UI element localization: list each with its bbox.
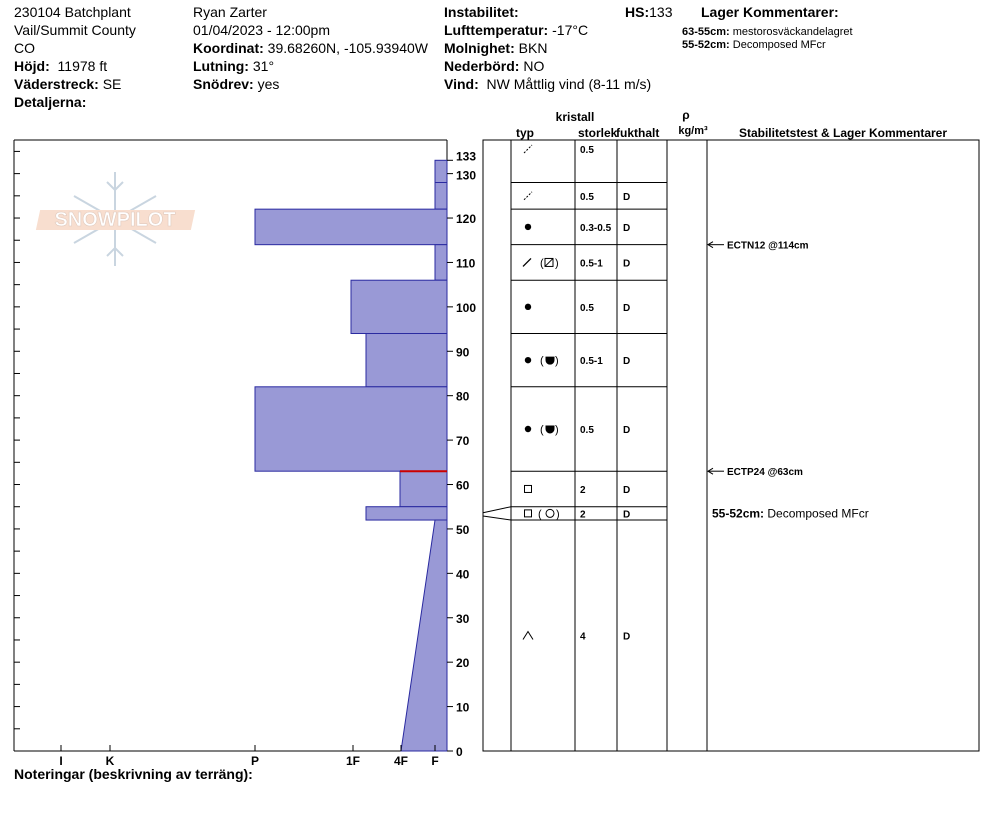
hardness-bar-1 <box>435 183 447 210</box>
drift-value: yes <box>257 76 280 92</box>
height-tick-label-130: 130 <box>456 168 477 183</box>
layer-comment-in-table <box>712 506 869 520</box>
paren-symbol: ) <box>556 508 560 521</box>
layer-moisture-6: D <box>623 424 631 436</box>
paren-symbol: ) <box>555 355 559 368</box>
wind-label: Vind: <box>444 76 479 92</box>
paren-symbol: ( <box>540 355 544 368</box>
hardness-tick-label-F: F <box>431 754 439 768</box>
snowpilot-logo <box>36 172 195 266</box>
layer-size-5: 0.5-1 <box>580 356 603 368</box>
grain-icon-rg <box>525 224 531 230</box>
height-tick-label-30: 30 <box>456 611 470 626</box>
grain-icon-fc <box>525 485 532 492</box>
height-tick-label-90: 90 <box>456 345 470 360</box>
details-label: Detaljerna: <box>14 94 87 110</box>
hardness-bar-6 <box>255 387 447 471</box>
header-rho: ρ <box>682 108 690 122</box>
table-headers <box>516 108 947 140</box>
layer-size-8: 2 <box>580 509 586 521</box>
decomposed-icon <box>523 258 531 266</box>
facet-rounding-slash <box>545 258 553 266</box>
airtemp-value: -17°C <box>552 22 589 38</box>
faceted-round-icon <box>546 357 554 364</box>
hardness-bar-3 <box>435 245 447 281</box>
height-tick-label-60: 60 <box>456 478 470 493</box>
rounded-grain-icon <box>525 304 531 310</box>
layer-size-2: 0.3-0.5 <box>580 222 612 234</box>
slope-label: Lutning: <box>193 58 249 74</box>
elevation-value: 11978 ft <box>57 58 108 74</box>
layer-comment-text: Decomposed MFcr <box>767 506 869 521</box>
header-fukthalt: fukthalt <box>616 126 660 140</box>
height-tick-label-0: 0 <box>456 745 463 759</box>
rounded-grain-icon <box>525 357 531 363</box>
header-kristall: kristall <box>555 110 595 124</box>
height-tick-label-10: 10 <box>456 700 470 715</box>
height-tick-label-50: 50 <box>456 522 470 537</box>
layer-size-0: 0.5 <box>580 145 594 156</box>
hardness-bar-2 <box>255 209 447 245</box>
height-tick-label-133: 133 <box>456 149 477 164</box>
stability-test-label-0: ECTN12 @114cm <box>727 240 809 252</box>
hardness-tick-label-K: K <box>105 754 115 768</box>
layer-moisture-8: D <box>623 509 631 521</box>
header-storlek: storlek <box>578 126 618 140</box>
sky-label: Molnighet: <box>444 40 515 56</box>
layer-table <box>483 140 979 751</box>
layer-comment-1-text: mestorosväckandelagret <box>732 26 853 38</box>
layer-comment-range: 55-52cm: <box>712 506 768 521</box>
boundary-connector-55 <box>483 507 511 513</box>
layer-moisture-7: D <box>623 484 631 496</box>
aspect-label: Väderstreck: <box>14 76 99 92</box>
layer-size-7: 2 <box>580 484 586 496</box>
stability-test-label-1: ECTP24 @63cm <box>727 467 803 479</box>
hardness-tick-label-1F: 1F <box>345 754 361 768</box>
location: Vail/Summit County <box>14 22 136 38</box>
instab-label: Instabilitet: <box>444 4 519 20</box>
paren-symbol: ( <box>538 508 542 521</box>
layer-comment-1-range: 63-55cm: <box>682 26 730 38</box>
aspect-value: SE <box>102 76 122 92</box>
grain-icon-rgrgxf <box>525 355 559 367</box>
layer-size-3: 0.5-1 <box>580 258 603 270</box>
header-typ: typ <box>516 126 534 140</box>
height-tick-label-70: 70 <box>456 434 470 449</box>
hardness-bar-4 <box>351 280 447 333</box>
height-tick-label-120: 120 <box>456 212 477 227</box>
layer-comment-2-text: Decomposed MFcr <box>732 39 826 51</box>
layer-size-4: 0.5 <box>580 302 594 314</box>
header-stab: Stabilitetstest & Lager Kommentarer <box>738 126 948 140</box>
sky-value: BKN <box>518 40 548 56</box>
faceted-round-icon <box>546 426 554 433</box>
layer-size-1: 0.5 <box>580 191 594 203</box>
site-name: 230104 Batchplant <box>14 4 131 20</box>
paren-symbol: ( <box>540 257 544 270</box>
layer-moisture-3: D <box>623 258 631 270</box>
depth-hoar-icon <box>523 632 533 640</box>
coord-value: 39.68260N, -105.93940W <box>267 40 428 56</box>
facet-icon <box>525 485 532 492</box>
datetime: 01/04/2023 - 12:00pm <box>193 22 330 38</box>
header-density-unit: kg/m³ <box>678 125 708 137</box>
observer: Ryan Zarter <box>193 4 267 20</box>
slope-value: 31° <box>252 58 275 74</box>
height-tick-label-110: 110 <box>456 256 476 271</box>
height-tick-label-20: 20 <box>456 656 470 671</box>
paren-symbol: ( <box>540 423 544 436</box>
grain-icon-dffc <box>523 257 559 269</box>
layer-comments-title: Lager Kommentarer: <box>701 4 839 20</box>
layer-moisture-9: D <box>623 631 631 643</box>
airtemp-label: Lufttemperatur: <box>444 22 549 38</box>
facet-icon <box>525 510 532 517</box>
layer-size-9: 4 <box>580 631 586 643</box>
hardness-tick-label-4F: 4F <box>393 754 409 768</box>
drift-label: Snödrev: <box>193 76 254 92</box>
height-tick-label-40: 40 <box>456 567 470 582</box>
hardness-bar-9 <box>401 520 447 751</box>
hardness-tick-label-P: P <box>250 754 260 768</box>
grain-icon-rg <box>525 304 531 310</box>
hs-label: HS: <box>625 4 650 20</box>
grain-icon-df <box>524 145 532 153</box>
elevation-label: Höjd: <box>14 58 50 74</box>
layer-moisture-4: D <box>623 302 631 314</box>
paren-symbol: ) <box>555 423 559 436</box>
grain-icon-rgrgxf <box>525 424 559 436</box>
hardness-plot <box>14 140 476 768</box>
hardness-bar-7 <box>400 471 447 507</box>
rounded-grain-icon <box>525 224 531 230</box>
hardness-bar-8 <box>366 507 447 520</box>
decomposed-icon <box>524 145 532 153</box>
grain-icon-df <box>524 192 532 200</box>
layer-moisture-5: D <box>623 356 631 368</box>
layer-moisture-1: D <box>623 191 631 203</box>
grain-icon-fcmf <box>525 508 560 520</box>
hardness-bar-0 <box>435 160 447 182</box>
layer-moisture-2: D <box>623 222 631 234</box>
grain-icon-dh <box>523 632 533 640</box>
wind-value: NW Måttlig vind (8-11 m/s) <box>486 76 652 92</box>
hs-value: 133 <box>649 4 673 20</box>
paren-symbol: ) <box>555 257 559 270</box>
state: CO <box>14 40 35 56</box>
boundary-connector-52 <box>483 516 511 520</box>
precip-label: Nederbörd: <box>444 58 520 74</box>
notes-label: Noteringar (beskrivning av terräng): <box>14 766 253 782</box>
precip-value: NO <box>523 58 545 74</box>
decomposed-icon <box>524 192 532 200</box>
rounded-grain-icon <box>525 426 531 432</box>
table-frame <box>483 140 979 751</box>
snowpilot-logo-text: SNOWPILOT <box>54 209 176 231</box>
melt-form-icon <box>546 509 554 517</box>
layer-size-6: 0.5 <box>580 424 594 436</box>
hardness-bar-5 <box>366 334 447 387</box>
layer-comment-2-range: 55-52cm: <box>682 39 730 51</box>
coord-label: Koordinat: <box>193 40 264 56</box>
height-tick-label-100: 100 <box>456 300 477 315</box>
height-tick-label-80: 80 <box>456 389 470 404</box>
hardness-tick-label-I: I <box>59 754 63 768</box>
